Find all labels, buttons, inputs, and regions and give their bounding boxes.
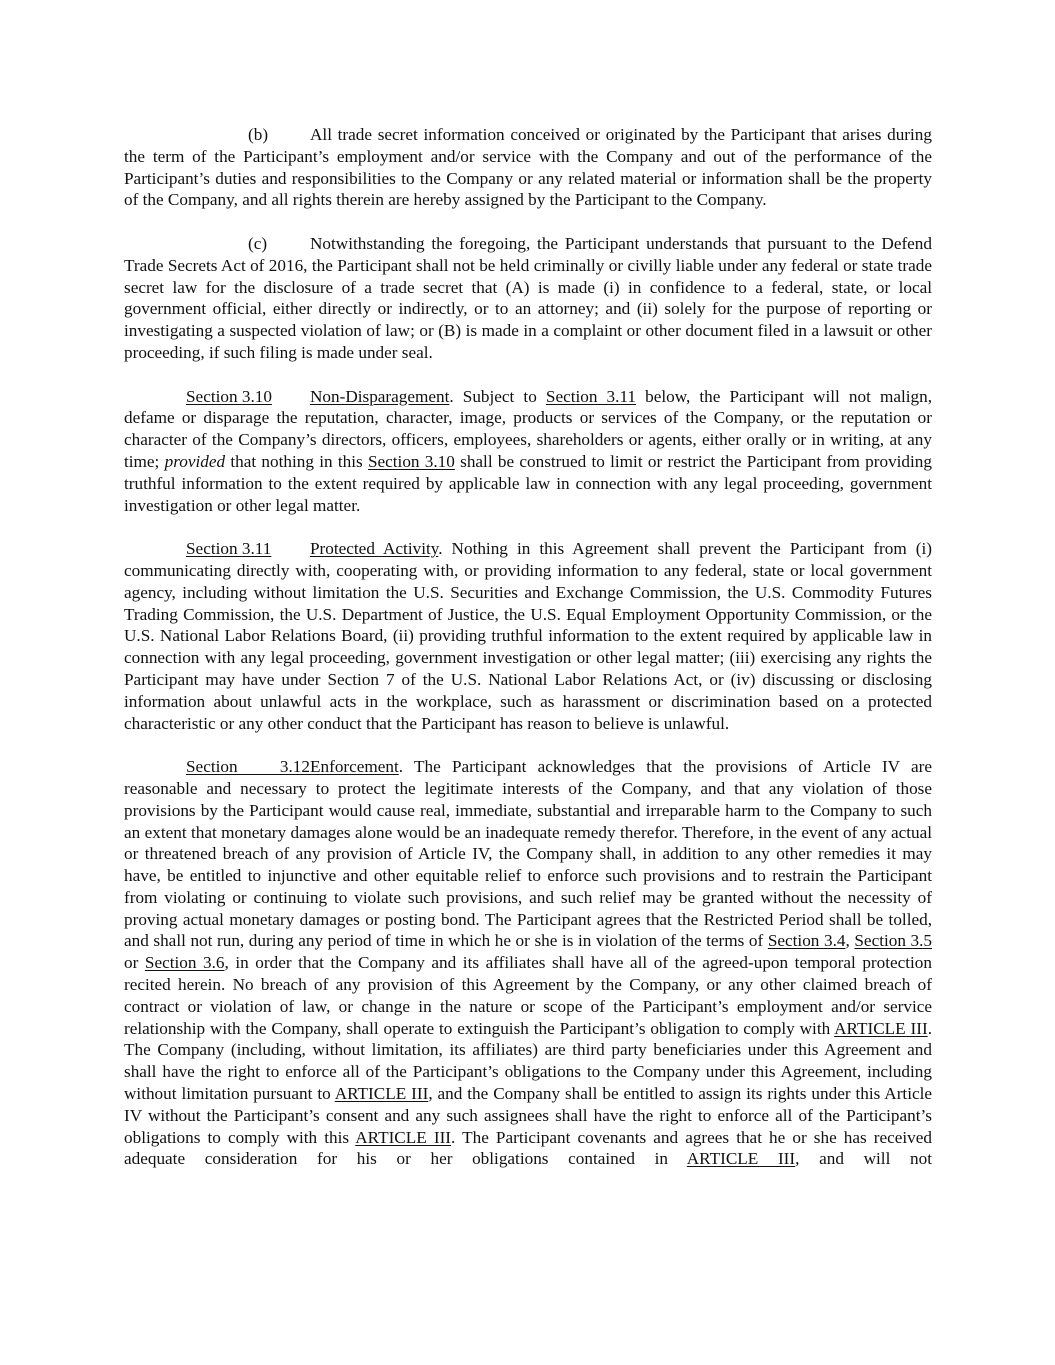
section-text: . The Company (including, without limitation, its affiliates) are third party beneficiaries under this Agreement and shall have the right to enforce all of the Participant’s obligations to the Company under this Agreement, including without limitation pursuant to [124,1018,932,1104]
section-text: , [845,931,855,951]
section-reference-link[interactable]: Section 3.4 [767,931,846,951]
section-text: that nothing in this [225,451,368,471]
article-reference-link[interactable]: ARTICLE III [686,1149,796,1169]
section-text: . The Participant covenants and agrees that he or she has received adequate consideration for his or her obligations contained in [124,1127,932,1169]
article-reference-link[interactable]: ARTICLE III [355,1127,452,1147]
section-reference-link[interactable]: Section 3.6 [144,953,225,973]
section-3-11 [124,538,932,734]
section-text: shall be construed to limit or restrict the Participant from providing truthful information to the extent required by applicable law in connection with any legal proceeding, government investigation or other legal matter. [124,451,932,515]
section-text: or [124,953,145,973]
section-text: , and will not [795,1149,932,1169]
section-3-10 [124,386,932,517]
section-text: . The Participant acknowledges that the provisions of Article IV are reasonable and necessary to protect the legitimate interests of the Company, and that any violation of those provisions by the Participant would cause real, immediate, substantial and irreparable harm to the Company to such an extent that monetary damages alone would be an inadequate remedy therefor. Therefore, in the event of any actual or threatened breach of any provision of Article IV, the Company shall, in addition to any other remedies it may have, be entitled to injunctive and other equitable relief to enforce such provisions and to restrain the Participant from violating or continuing to violate such provisions, and such relief may be granted without the necessity of proving actual monetary damages or posting bond. The Participant agrees that the Restricted Period shall be tolled, and shall not run, during any period of time in which he or she is in violation of the terms of [124,757,932,951]
italic-term: provided [164,451,226,471]
paragraph-label: (c) [248,233,268,253]
section-number: Section 3.11 [186,539,272,559]
section-number: Section 3.10 [186,386,272,406]
paragraph-b [124,124,932,211]
section-text: . Nothing in this Agreement shall prevent the Participant from (i) communicating directly with, cooperating with, or providing information to any federal, state or local government agency, including without limitation the U.S. Securities and Exchange Commission, the U.S. Commodity Futures Trading Commission, the U.S. Department of Justice, the U.S. Equal Employment Opportunity Commission, or the U.S. National Labor Relations Board, (ii) providing truthful information to the extent required by applicable law in connection with any legal proceeding, government investigation or other legal matter; (iii) exercising any rights the Participant may have under Section 7 of the U.S. National Labor Relations Act, or (iv) discussing or disclosing information about unlawful acts in the workplace, such as harassment or discrimination based on a protected characteristic or any other conduct that the Participant has reason to believe is unlawful. [124,539,932,733]
section-reference-link[interactable]: Section 3.10 [367,451,455,471]
section-text: , and the Company shall be entitled to assign its rights under this Article IV without the Participant’s consent and any such assignees shall have the right to enforce all of the Participant’s obligations to comply with this [124,1084,933,1147]
section-reference-link[interactable]: Section 3.5 [854,931,933,951]
article-reference-link[interactable]: ARTICLE III [834,1018,928,1038]
section-number: Section 3.12 [186,757,310,777]
section-text: below, the Participant will not malign, defame or disparage the reputation, character, image, products or services of the Company, or the reputation or character of the Company’s directors, officers, employees, shareholders or agents, either orally or in writing, at any time; [124,386,932,471]
section-3-12 [124,756,932,1170]
paragraph-c [124,233,932,364]
paragraph-label: (b) [248,125,269,144]
section-heading: Enforcement [310,757,399,777]
section-heading: Protected Activity [310,539,439,559]
section-heading: Non-Disparagement [310,386,450,406]
section-reference-link[interactable]: Section 3.11 [545,386,637,406]
article-reference-link[interactable]: ARTICLE III [334,1084,429,1104]
section-text: . Subject to [449,386,546,406]
document-page [124,124,932,1192]
section-text: , in order that the Company and its affiliates shall have all of the agreed-upon temporal protection recited herein. No breach of any provision of this Agreement by the Company, or any other claimed breach of contract or violation of law, or change in the nature or scope of the Participant’s employment and/or service relationship with the Company, shall operate to extinguish the Participant’s obligation to comply with [124,953,932,1038]
paragraph-text: Notwithstanding the foregoing, the Participant understands that pursuant to the Defend Trade Secrets Act of 2016, the Participant shall not be held criminally or civilly liable under any federal or state trade secret law for the disclosure of a trade secret that (A) is made (i) in confidence to a federal, state, or local government official, either directly or indirectly, or to an attorney; and (ii) solely for the purpose of reporting or investigating a suspected violation of law; or (B) is made in a complaint or other document filed in a lawsuit or other proceeding, if such filing is made under seal. [124,233,932,362]
paragraph-text: All trade secret information conceived or originated by the Participant that arises during the term of the Participant’s employment and/or service with the Company and out of the performance of the Participant’s duties and responsibilities to the Company or any related material or information shall be the property of the Company, and all rights therein are hereby assigned by the Participant to the Company. [124,125,932,210]
